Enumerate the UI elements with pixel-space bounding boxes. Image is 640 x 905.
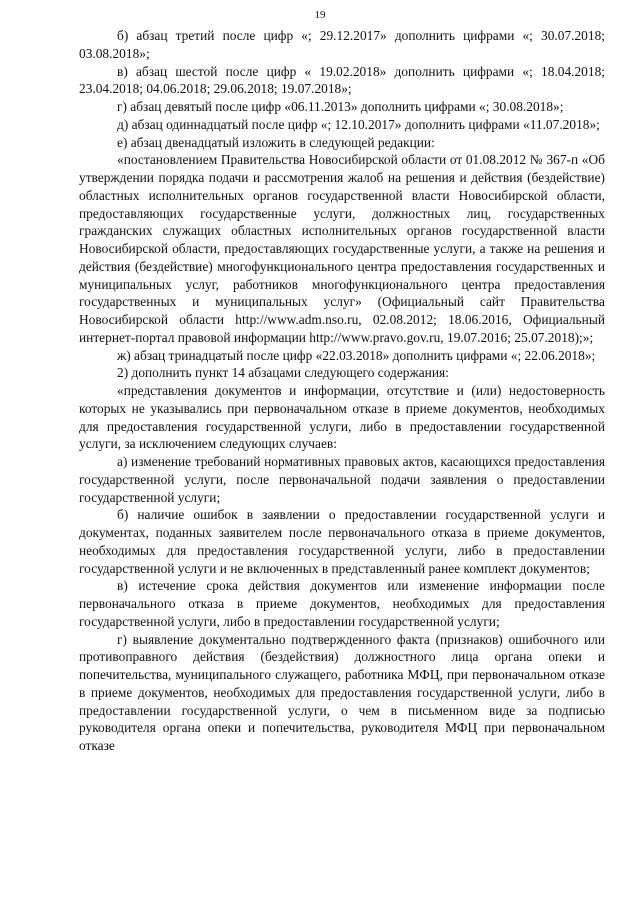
- paragraph-case-v: в) истечение срока действия документов или изменение информации после первоначального отказа в приеме документов, необходимых для предоставления государственной услуги, либо в предоставлении государственной услуги;: [79, 578, 605, 629]
- paragraph-quoted-intro: «представления документов и информации, отсутствие и (или) недостоверность которых не указывались при первоначальном отказе в приеме документов, необходимых для предоставления государственной услуги, либо в предоставлении государственной услуги, за исключением следующих случаев:: [79, 383, 605, 452]
- paragraph-g: г) абзац девятый после цифр «06.11.2013» дополнить цифрами «; 30.08.2018»;: [117, 99, 564, 114]
- paragraph-case-g: г) выявление документально подтвержденного факта (признаков) ошибочного или противоправного действия (бездействия) должностного лица органа опеки и попечительства, муниципального служащего, работника МФЦ, при первоначальном отказе в приеме документов, необходимых для предоставления государственной услуги, либо в предоставлении государственной услуги, о чем в письменном виде за подписью руководителя органа опеки и попечительства, руководителя МФЦ при первоначальном отказе: [79, 631, 605, 753]
- page-number: 19: [314, 9, 326, 21]
- paragraph-quoted-resolution: «постановлением Правительства Новосибирской области от 01.08.2012 № 367-п «Об утверждении порядка подачи и рассмотрения жалоб на решения и действия (бездействие) областных исполнительных органов государственной власти Новосибирской области, предоставляющих государственные услуги, должностных лиц, государственных гражданских служащих областных исполнительных органов государственной власти Новосибирской области, предоставляющих государственные услуги, а также на решения и действия (бездействие) многофункционального центра предоставления государственных и муниципальных услуг, работников многофункционального центра предоставления государственных и муниципальных услуг» (Официальный сайт Правительства Новосибирской области http://www.adm.nso.ru, 02.08.2012; 18.06.2016, Официальный интернет-портал правовой информации http://www.pravo.gov.ru, 19.07.2016; 25.07.2018);»;: [79, 152, 605, 345]
- paragraph-b: б) абзац третий после цифр «; 29.12.2017» дополнить цифрами «; 30.07.2018; 03.08.2018»;: [79, 28, 605, 61]
- document-body: [79, 27, 605, 755]
- paragraph-d: д) абзац одиннадцатый после цифр «; 12.10.2017» дополнить цифрами «11.07.2018»;: [117, 116, 600, 132]
- paragraph-item-2: 2) дополнить пункт 14 абзацами следующего содержания:: [117, 365, 449, 381]
- paragraph-e: е) абзац двенадцатый изложить в следующей редакции:: [117, 134, 435, 150]
- paragraph-zh: ж) абзац тринадцатый после цифр «22.03.2018» дополнить цифрами «; 22.06.2018»;: [117, 347, 596, 363]
- paragraph-case-a: а) изменение требований нормативных правовых актов, касающихся предоставления государственной услуги, после первоначальной подачи заявления о предоставлении государственной услуги;: [79, 454, 605, 505]
- paragraph-v: в) абзац шестой после цифр « 19.02.2018» дополнить цифрами «; 18.04.2018; 23.04.2018; 04.06.2018; 29.06.2018; 19.07.2018»;: [79, 63, 605, 97]
- paragraph-case-b: б) наличие ошибок в заявлении о предоставлении государственной услуги и документах, поданных заявителем после первоначального отказа в приеме документов, необходимых для предоставления государственной услуги, либо в предоставлении государственной услуги и не включенных в представленный ранее комплект документов;: [79, 507, 605, 576]
